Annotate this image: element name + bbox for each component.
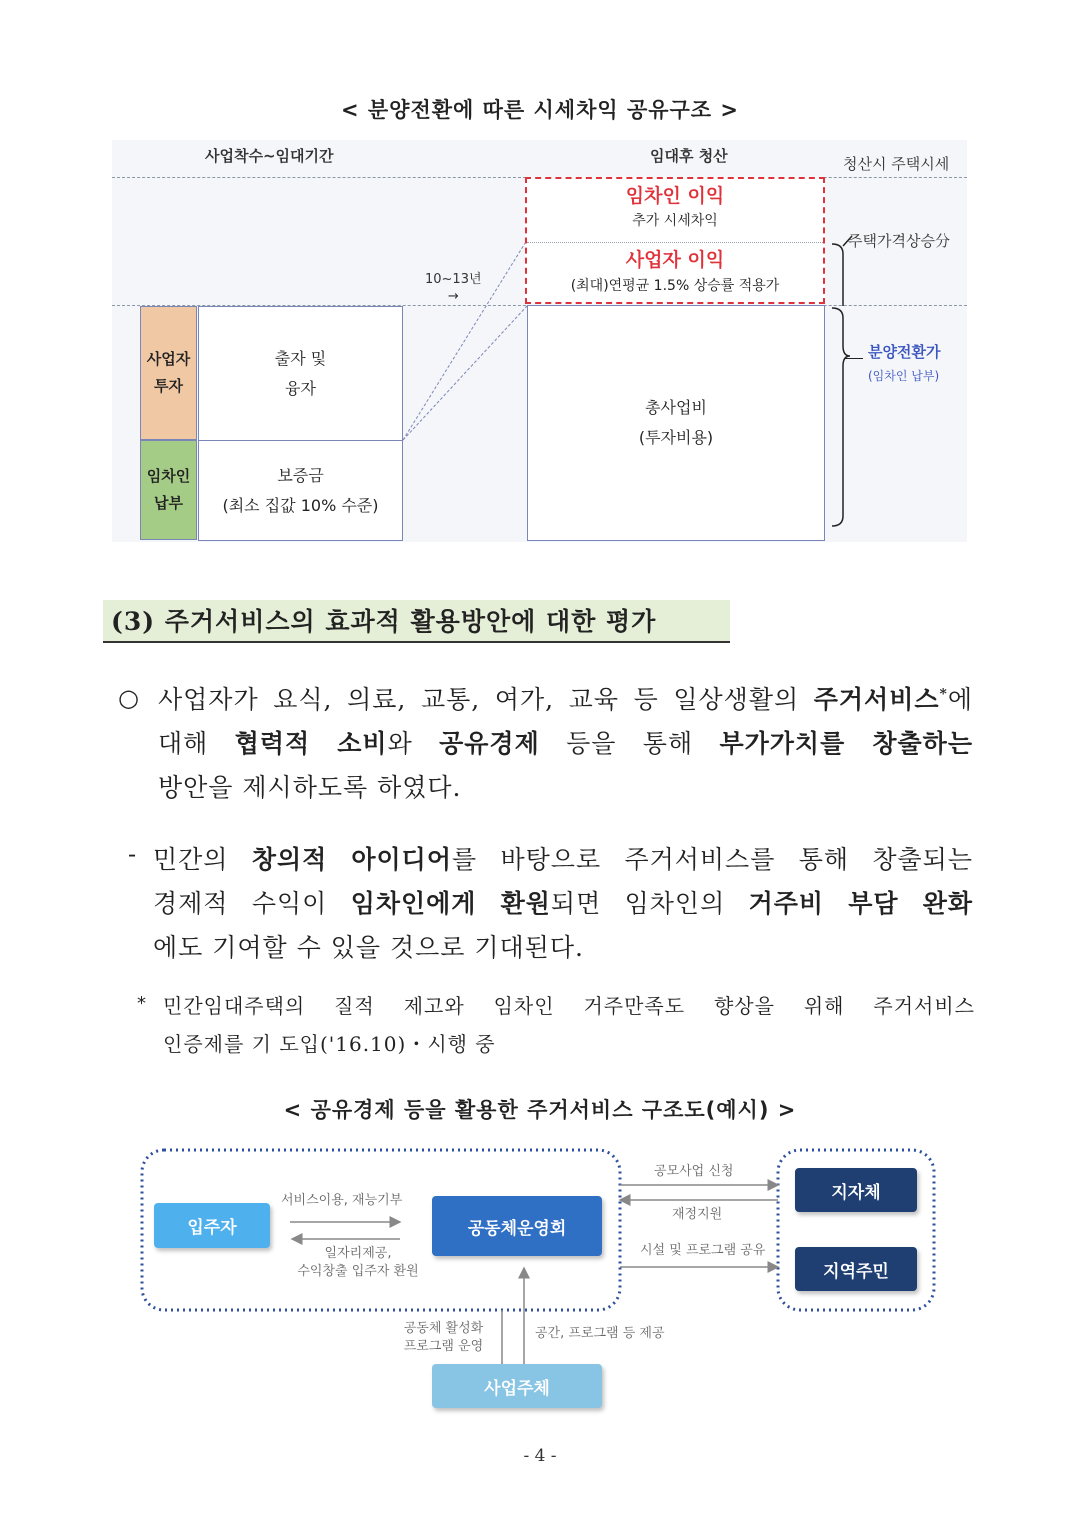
conversion-price-label: 분양전환가 [868,343,941,361]
deposit-box: 보증금 (최소 집값 10% 수준) [198,440,403,541]
conversion-price-sub: (임차인 납부) [868,369,940,383]
label-apply: 공모사업 신청 [654,1164,734,1179]
side-investor-label: 사업자 투자 [140,306,197,440]
biz-profit-sub: (최대)연평균 1.5% 상승률 적용가 [570,278,780,294]
para2-line1: 민간의 창의적 아이디어를 바탕으로 주거서비스를 통해 창출되는 [153,845,973,874]
investment-box: 출자 및 융자 [198,306,403,441]
label-service: 서비스이용, 재능기부 [281,1193,403,1208]
tenant-profit [527,182,823,232]
note-line2: 인증제를 기 도입('16.10)・시행 중 [163,1032,496,1056]
side-tenant-label: 임차인 납부 [140,440,197,540]
total-cost-box: 총사업비 (투자비용) [527,305,825,541]
label-share: 시설 및 프로그램 공유 [640,1243,766,1258]
period-connector [400,238,530,443]
conversion-tick [845,358,863,359]
section-heading: (3) 주거서비스의 효과적 활용방안에 대한 평가 [103,600,730,643]
market-price-label: 청산시 주택시세 [843,155,950,173]
figure2-caption: < 공유경제 등을 활용한 주거서비스 구조도(예시) > [283,1098,797,1122]
para1-line2: 대해 협력적 소비와 공유경제 등을 통해 부가가치를 창출하는 [158,729,973,758]
biz-profit-title: 사업자 이익 [625,249,725,271]
note-line1: 민간임대주택의 질적 제고와 임차인 거주만족도 향상을 위해 주거서비스 [163,994,975,1018]
node-local-residents: 지역주민 [795,1247,917,1291]
para2-bullet: - [128,840,137,868]
tenant-profit-sub: 추가 시세차익 [632,213,718,229]
para2-line2: 경제적 수익이 임차인에게 환원되면 임차인의 거주비 부담 완화 [153,889,973,918]
profit-divider [527,242,823,243]
node-local-gov: 지자체 [795,1168,917,1212]
figure1-caption: < 분양전환에 따른 시세차익 공유구조 > [340,98,740,122]
node-council: 공동체운영회 [432,1196,602,1256]
tenant-profit-title: 임차인 이익 [625,185,725,207]
para1-bullet: ○ [118,684,139,712]
para2-line3: 에도 기여할 수 있을 것으로 기대된다. [153,933,584,962]
biz-profit [527,246,823,298]
label-program: 공동체 활성화 프로그램 운영 [403,1321,484,1354]
label-jobs: 일자리제공, 수익창출 입주자 환원 [297,1246,419,1279]
period-label: 10~13년 → [425,272,482,304]
note-star: * [137,993,146,1014]
para1-line3: 방안을 제시하도록 하였다. [158,773,462,802]
label-fund: 재정지원 [672,1207,723,1222]
col-right-label: 임대후 청산 [650,147,728,165]
page-number: - 4 - [523,1446,557,1466]
node-operator: 사업주체 [432,1364,602,1408]
para1-line1: 사업자가 요식, 의료, 교통, 여가, 교육 등 일상생활의 주거서비스*에 [158,685,973,714]
node-resident: 입주자 [154,1203,270,1248]
label-space: 공간, 프로그램 등 제공 [535,1326,665,1341]
col-left-label: 사업착수~임대기간 [205,147,334,165]
price-increase-label: 주택가격상승分 [848,232,950,250]
